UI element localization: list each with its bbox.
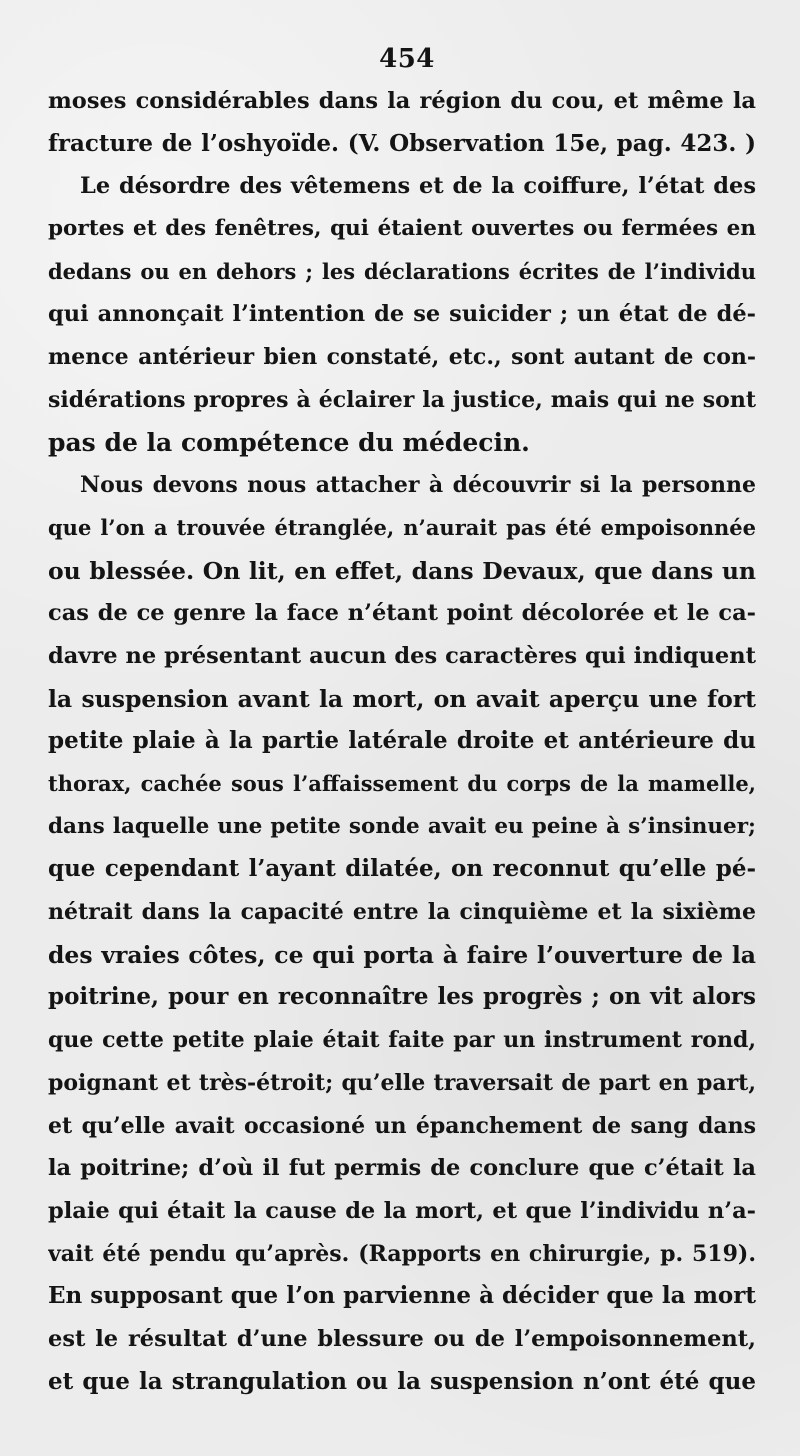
text-line: sidérations propres à éclairer la justice, mais qui ne sont <box>48 386 756 413</box>
text-line: davre ne présentant aucun des caractères qui indiquent <box>48 642 756 669</box>
text-line: vait été pendu qu’après. (Rapports en chirurgie, p. 519). <box>48 1240 756 1267</box>
text-line: dans laquelle une petite sonde avait eu peine à s’insinuer; <box>48 813 756 839</box>
text-line: pas de la compétence du médecin. <box>48 427 530 457</box>
text-line: En supposant que l’on parvienne à décider que la mort <box>48 1282 756 1310</box>
page-number: 454 <box>379 44 435 74</box>
text-line: dedans ou en dehors ; les déclarations écrites de l’individu <box>48 258 756 284</box>
text-line: la poitrine; d’où il fut permis de conclure que c’était la <box>48 1155 756 1182</box>
text-line: mence antérieur bien constaté, etc., sont autant de con- <box>48 344 756 371</box>
text-line: nétrait dans la capacité entre la cinquième et la sixième <box>48 899 756 926</box>
text-line: fracture de l’oshyoïde. (V. Observation 15e, pag. 423. ) <box>48 129 756 157</box>
text-line: que cette petite plaie était faite par un instrument rond, <box>48 1027 756 1054</box>
text-line: qui annonçait l’intention de se suicider ; un état de dé- <box>48 301 756 328</box>
text-line: petite plaie à la partie latérale droite et antérieure du <box>48 727 756 755</box>
text-line: plaie qui était la cause de la mort, et que l’individu n’a- <box>48 1197 756 1224</box>
text-line: que cependant l’ayant dilatée, on reconnut qu’elle pé- <box>48 855 756 883</box>
text-line: et que la strangulation ou la suspension n’ont été que <box>48 1367 756 1395</box>
text-line: poignant et très-étroit; qu’elle traversait de part en part, <box>48 1069 756 1096</box>
text-line: portes et des fenêtres, qui étaient ouvertes ou fermées en <box>48 216 756 242</box>
text-line: et qu’elle avait occasioné un épanchement de sang dans <box>48 1112 756 1139</box>
text-line: des vraies côtes, ce qui porta à faire l’ouverture de la <box>48 940 756 969</box>
text-line: moses considérables dans la région du cou, et même la <box>48 88 756 114</box>
text-line: Le désordre des vêtemens et de la coiffure, l’état des <box>80 173 756 200</box>
text-line: que l’on a trouvée étranglée, n’aurait pas été empoisonnée <box>48 514 756 540</box>
text-line: la suspension avant la mort, on avait aperçu une fort <box>48 684 756 713</box>
text-line: poitrine, pour en reconnaître les progrès ; on vit alors <box>48 983 756 1011</box>
text-line: thorax, cachée sous l’affaissement du corps de la mamelle, <box>48 771 756 796</box>
page-body-text <box>48 80 756 1403</box>
text-line: ou blessée. On lit, en effet, dans Devaux, que dans un <box>48 556 756 585</box>
text-line: cas de ce genre la face n’étant point décolorée et le ca- <box>48 600 756 627</box>
text-line: Nous devons nous attacher à découvrir si la personne <box>80 472 756 499</box>
text-line: est le résultat d’une blessure ou de l’empoisonnement, <box>48 1325 756 1352</box>
